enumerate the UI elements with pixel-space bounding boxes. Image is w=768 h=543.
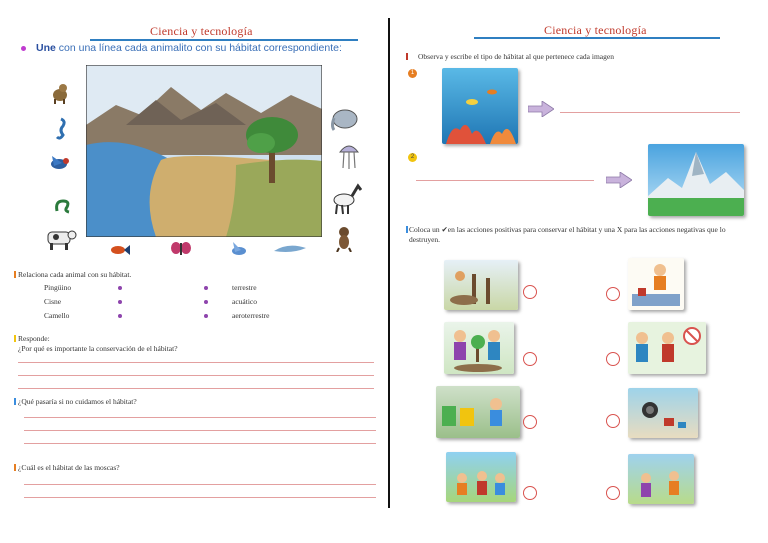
answer-line[interactable]: [18, 388, 374, 389]
answer-circle[interactable]: [523, 285, 537, 299]
answer-circle[interactable]: [606, 352, 620, 366]
dog-icon: [50, 82, 70, 104]
action-image: [628, 258, 684, 310]
match-dot[interactable]: [204, 286, 208, 290]
answer-line[interactable]: [24, 417, 376, 418]
relate-heading: Relaciona cada animal con su hábitat.: [18, 270, 132, 279]
section-marker: [14, 271, 16, 278]
animal-label: Pingüino: [44, 283, 72, 292]
horse-icon: [330, 182, 362, 216]
bullet-icon: [21, 46, 26, 51]
page-title: Ciencia y tecnología: [544, 23, 647, 37]
mountain-icon: [648, 144, 744, 216]
answer-line[interactable]: [24, 443, 376, 444]
no-smoking-icon: [628, 322, 706, 374]
tree-planting-icon: [444, 322, 514, 374]
recycling-icon: [436, 386, 520, 438]
answer-circle[interactable]: [523, 415, 537, 429]
answer-line[interactable]: [560, 112, 740, 113]
seahorse-icon: [52, 117, 68, 141]
answer-circle[interactable]: [606, 486, 620, 500]
answer-line[interactable]: [24, 430, 376, 431]
action-image: [444, 260, 518, 310]
action-image: [446, 452, 516, 502]
monkey-icon: [334, 226, 354, 252]
bird-icon: [46, 152, 72, 174]
question-1: ¿Por qué es importante la conservación de el hábitat?: [18, 344, 178, 353]
animal-label: Cisne: [44, 297, 62, 306]
section-marker: [14, 335, 16, 342]
page-title: Ciencia y tecnología: [150, 24, 253, 38]
fish-icon: [108, 242, 130, 258]
mountain-image: [648, 144, 744, 216]
answer-line[interactable]: [18, 362, 374, 363]
habitat-label: aeroterrestre: [232, 311, 270, 320]
answer-circle[interactable]: [523, 352, 537, 366]
number-badge: 2: [408, 153, 417, 162]
instruction-bold: Une: [36, 42, 56, 54]
coloca-instruction: Coloca un ✔en las acciones positivas para conservar el hábitat y una X para las acciones negativas que lo destruyen.: [409, 225, 726, 244]
right-page: [390, 0, 768, 543]
landscape-image: [86, 65, 322, 237]
section-marker: [14, 464, 16, 471]
answer-line[interactable]: [24, 497, 376, 498]
title-underline: [90, 39, 358, 41]
action-image: [444, 322, 514, 374]
children-playing-icon: [628, 454, 694, 504]
question-3: ¿Cuál es el hábitat de las moscas?: [18, 463, 120, 472]
dolphin-icon: [272, 242, 308, 256]
arrow-right-icon: [528, 101, 554, 117]
match-dot[interactable]: [204, 300, 208, 304]
responde-heading: Responde:: [18, 334, 50, 343]
bird-icon: [228, 240, 250, 258]
title-underline: [474, 37, 720, 39]
answer-line[interactable]: [416, 180, 594, 181]
answer-circle[interactable]: [523, 486, 537, 500]
instruction: [36, 42, 342, 54]
match-dot[interactable]: [118, 300, 122, 304]
animal-label: Camello: [44, 311, 70, 320]
answer-line[interactable]: [24, 484, 376, 485]
polluted-river-icon: [628, 388, 698, 438]
cow-icon: [42, 226, 78, 252]
answer-circle[interactable]: [606, 287, 620, 301]
action-image: [436, 386, 520, 438]
butterfly-icon: [170, 240, 192, 258]
trash-pollution-icon: [628, 258, 684, 310]
tree-cutting-icon: [444, 260, 518, 310]
match-dot[interactable]: [204, 314, 208, 318]
section-marker: [406, 226, 408, 233]
snake-icon: [53, 195, 73, 215]
section-marker: [406, 53, 408, 60]
underwater-image: [442, 68, 518, 144]
coral-icon: [442, 68, 518, 144]
action-image: [628, 454, 694, 504]
jellyfish-icon: [338, 142, 360, 170]
section-marker: [14, 398, 16, 405]
habitat-label: acuático: [232, 297, 257, 306]
action-image: [628, 388, 698, 438]
arrow-right-icon: [606, 172, 632, 188]
children-cleaning-icon: [446, 452, 516, 502]
match-dot[interactable]: [118, 286, 122, 290]
habitat-label: terrestre: [232, 283, 257, 292]
instruction-text: con una línea cada animalito con su hábitat correspondiente:: [55, 42, 342, 54]
match-dot[interactable]: [118, 314, 122, 318]
answer-circle[interactable]: [606, 414, 620, 428]
observa-instruction: Observa y escribe el tipo de hábitat al que pertenece cada imagen: [418, 52, 614, 61]
question-2: ¿Qué pasaría si no cuidamos el hábitat?: [18, 397, 137, 406]
number-badge: 1: [408, 69, 417, 78]
answer-line[interactable]: [18, 375, 374, 376]
elephant-icon: [330, 106, 360, 132]
action-image: [628, 322, 706, 374]
